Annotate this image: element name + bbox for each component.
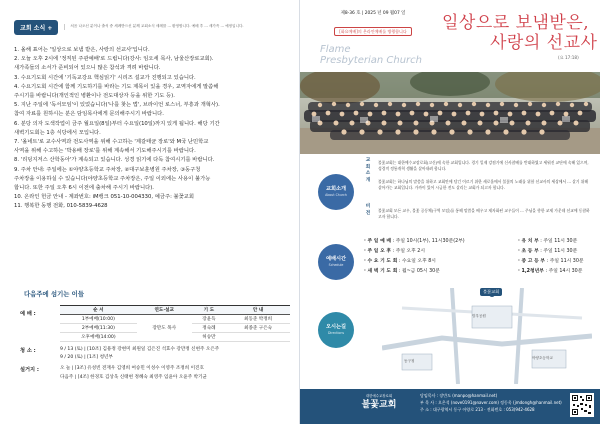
intro-text-2: 불꽃교회는 하나님의 말씀을 위하고 교회안에 담긴 이르기 위한 새로움에서 불꽃의 노래를 위함 선교사의 세상에서 ... 살기 위해 살아가는 교회입니다. 가까이 있어 시급한 전도 살리는 교회가 되고자 합니다.	[378, 179, 588, 190]
news-note: 처음 나오신 분이나 출석 중 세례받으신 분께 교회소식 세례를 ... 환영합니다. 예배 후 ... 새가족 ... 예정입니다.	[64, 24, 243, 29]
news-item: 5. 지난 주일에 '독서모임'이 있었습니다('나를 찾는 법', 브라이언 로스너, 부흥과 개혁사).	[14, 102, 220, 109]
worship-badge	[318, 244, 354, 280]
table-header-row	[60, 306, 290, 315]
table-cell: 장만도 목사	[137, 315, 192, 342]
worship-label: 예 배 :	[20, 311, 36, 317]
associate-contact: 부 목 사 : 오은석 (nove0191@naver.com) 정동욱 (jmdongh@hanmail.net)	[420, 400, 562, 405]
col-prayer: 기 도	[192, 306, 226, 315]
worship-row: · 초 등 부 : 주일 11시 30분	[518, 249, 578, 254]
worship-row: · 유 치 부 : 주일 11시 30분	[518, 239, 578, 244]
intro-side-top: 교회소개	[365, 158, 371, 183]
table-row	[60, 315, 290, 324]
news-item: 8. '리딩지저스 산학동아'가 계속되고 있습니다. 성경 읽기에 다독 참여시기를 바랍니다.	[14, 157, 215, 164]
directions-badge	[318, 312, 354, 348]
table-cell: 허승만	[192, 333, 226, 342]
serve-table	[60, 305, 290, 342]
worship-row: · 수 요 기 도 회 : 수요일 오후 8시	[364, 259, 436, 264]
col-guide: 안 내	[226, 306, 290, 315]
news-item: 6. 분당 의자 도색작업이 금주 월요일(8일)부터 수요일(10일)까지 있게 됩니다. 해당 기간	[14, 120, 220, 127]
news-list	[14, 46, 290, 212]
cover-title-line2: 사랑의 선교사	[490, 33, 598, 53]
news-header	[14, 12, 290, 42]
news-tag: 교회 소식 +	[14, 20, 58, 35]
cleaning-label: 청 소 :	[20, 348, 36, 354]
news-item: 주시기를 바랍니다(개인적인 병환이나 전도대상자 등을 위한 기도 등).	[14, 93, 175, 100]
table-cell: 최동준 박정희	[226, 315, 290, 324]
intro-badge	[318, 174, 354, 210]
online-badge: [화요예배]의 온라인예배를 병행합니다	[334, 27, 412, 36]
worship-label-en: Schedule	[328, 263, 344, 267]
church-english-name	[320, 44, 422, 66]
directions-label-en: Directions	[327, 331, 345, 335]
news-item: 2. 오늘 오후 2시에 '정직된 주관예배'로 드립니다(강사: 임오세 목사, 남울산장로교회).	[14, 56, 214, 63]
worship-row: · 중 고 등 부 : 주일 11시 30분	[518, 259, 584, 264]
intro-label: 교회소개	[325, 186, 347, 192]
issue-header	[318, 10, 428, 32]
congregation-photo	[300, 72, 600, 154]
intro-side-bottom: 비전	[365, 204, 371, 216]
table-cell	[226, 333, 290, 342]
news-item: 새가족들의 소서가 준비되어 있으니 많은 참석과 격려 바랍니다.	[14, 65, 161, 72]
news-item: 7. '올네트'로 교수사역과 전도사역을 위해 수고하는 '제갈태균 장로'와 M국 난민학교	[14, 139, 209, 146]
dish-line: 다음주 | [4조] 한경호 김상욱 신태현 정혜숙 최영주 임윤아 오윤주 박기균	[60, 375, 207, 380]
news-item: 새벽기도회는 1층 식당에서 모입니다.	[14, 129, 101, 136]
table-cell: 장윤득	[192, 315, 226, 324]
directions-map	[382, 288, 592, 384]
intro-text-3: 불꽃교회 모든 교우, 불꽃 공동체(구역 모임)를 통해 말씀을 배우고 제자화된 교우들이 ... 주님을 향한 교제 가운데 선교에 동참하고자 합니다.	[378, 208, 590, 219]
worship-row: · 주 일 오 후 : 주일 오후 2시	[364, 249, 425, 254]
bible-reference: (요 17:18)	[558, 55, 579, 60]
schedule-title: 다음주에 섬기는 이들	[24, 290, 85, 298]
table-cell: 오후예배(14:00)	[60, 333, 137, 342]
news-item: 사역을 위해 수고하는 '박용배 장로'를 위해 계속해서 기도해주시기를 바랍니다.	[14, 148, 196, 155]
news-item: 참여 자료를 원하시는 분은 담임목사에게 문의해주시기 바랍니다.	[14, 111, 164, 118]
news-item: 10. 온라인 헌금 안내 - 계좌번호: iM뱅크 051-10-004330, 예금주: 불꽃교회	[14, 194, 195, 201]
denomination: 대한예수교장로회	[365, 394, 393, 398]
church-logo	[350, 394, 408, 411]
church-en-line2: Presbyterian Church	[320, 55, 422, 66]
directions-label: 오시는길	[325, 324, 347, 330]
table-cell: 최종준 구은숙	[226, 324, 290, 333]
cover-title-line1: 일상으로 보냄받은,	[442, 13, 590, 33]
church-name: 불꽃교회	[361, 400, 397, 410]
news-item: 합니다. 또한 주일 오후 6시 이전에 출차해 주시기 바랍니다).	[14, 185, 154, 192]
news-item: 3. 수요기도회 시간에 '기독교강요 핵심읽기' 시리즈 설교가 진행되고 있습니다.	[14, 74, 196, 81]
col-sermon: 연도·설교	[137, 306, 192, 315]
address: 주 소 : 대구광역시 동구 아양로 213 · 전화번호 : 053)942-4628	[420, 407, 535, 412]
church-en-line1: Flame	[320, 44, 351, 55]
worship-label: 예배시간	[325, 256, 347, 262]
worship-row: · 1,2청년부 : 주일 14시 30분	[518, 269, 583, 274]
news-item: 4. 수요기도회 시간에 함께 기도하기를 바라는 기도 제목이 있을 경우, 교역자에게 말씀해	[14, 83, 219, 90]
news-item: 11. 행복한 동행 전화, 010-5839-4628	[14, 203, 108, 210]
landmark: 동구청	[404, 359, 415, 363]
table-cell: 정숙례	[192, 324, 226, 333]
contact-info	[420, 392, 562, 413]
landmark: 망우공원	[472, 314, 486, 318]
qr-code-icon[interactable]	[570, 393, 594, 417]
worship-row: · 새 벽 기 도 회 : 월~금 05시 30분	[364, 269, 440, 274]
table-cell: 1부예배(10:00)	[60, 315, 137, 324]
intro-text-1: 불꽃교회는 대한예수교장로회(고신)에 속한 교회입니다. 경기 일제 강점기에 신사참배를 반대하였고 세워진 교단에 속해 있으며, 성경적 정통개혁 생활을 살아내려 합니다.	[378, 160, 589, 171]
news-item: 주차장을 이용하실 수 있습니다(야양초등학교 주차장은, 주일 이외에는 사용이 불가능	[14, 175, 211, 182]
issue-number: 제8-36 호 | 2025 년 09 월07 일	[340, 11, 406, 16]
worship-row: · 주 일 예 배 : 주일 10시(1부), 11시30분(2부)	[364, 239, 465, 244]
dish-line: 오 늘 | [3조] 유성빈 전재우 김영희 여승민 이성수 이영주 조정희 이진호	[60, 366, 204, 371]
intro-label-en: About Church	[325, 193, 347, 197]
cleaning-line: 9 / 20 (토) | [1조] 청년부	[60, 355, 113, 360]
cleaning-line: 9 / 13 (토) | [10조] 김용정 강현미 최원일 김은진 석효수 강만정 신현주 오은주	[60, 347, 220, 352]
church-map-marker: 불꽃교회	[480, 288, 502, 296]
table-cell: 2부예배(11:30)	[60, 324, 137, 333]
news-item: 9. 주차 안내: 주일에는 ①야양초등학교 주차장, ②대구보훈병원 주차장, ③동구청	[14, 166, 201, 173]
right-panel	[300, 0, 600, 424]
pastor-contact: 담임목사 : 장만도 (manpo@hanmail.net)	[420, 393, 498, 398]
news-item: 1. 올해 표어는 '일상으로 보냄 받은, 사랑의 선교사'입니다.	[14, 47, 150, 53]
dish-label: 설거지 :	[20, 367, 39, 373]
landmark: 아양초등학교	[532, 356, 553, 360]
col-order: 순 서	[60, 306, 137, 315]
